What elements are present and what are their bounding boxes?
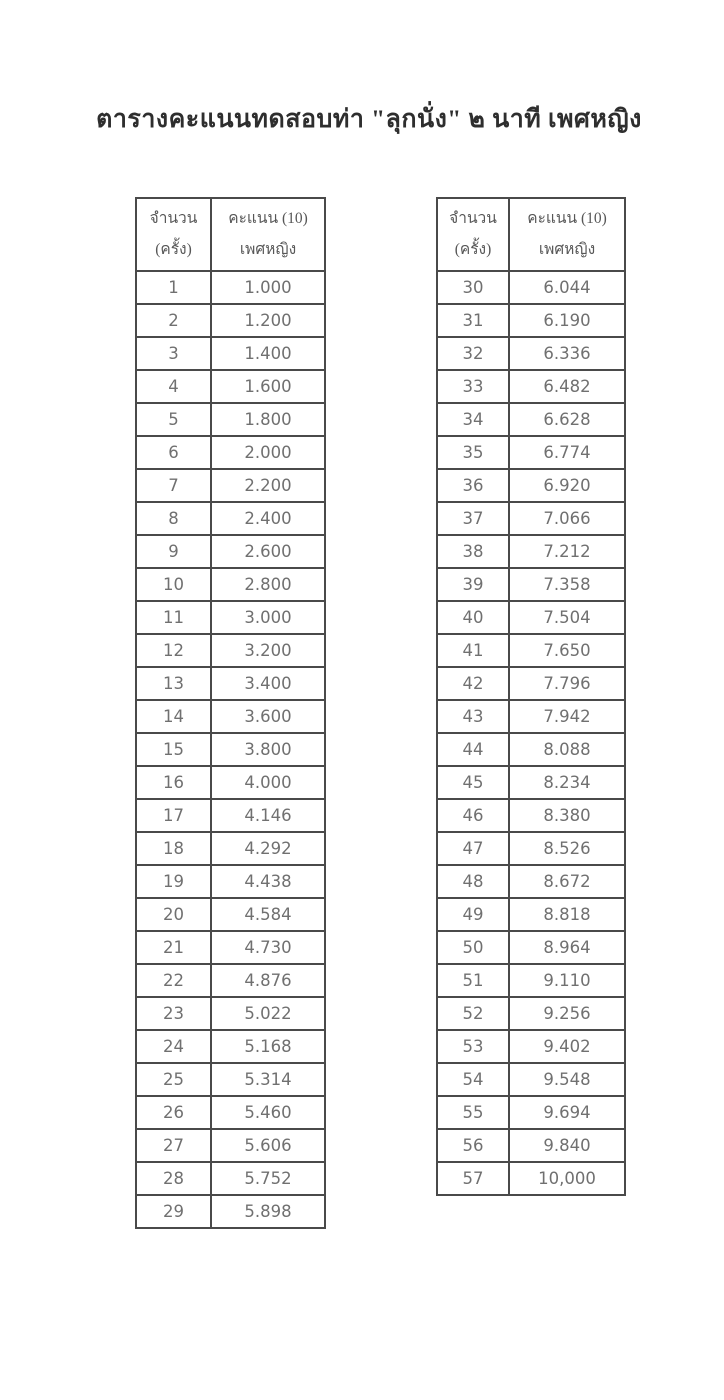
reps-cell: 32 [437, 337, 509, 370]
reps-cell: 13 [136, 667, 211, 700]
reps-header-line2: (ครั้ง) [454, 240, 492, 258]
reps-cell: 24 [136, 1030, 211, 1063]
reps-cell: 38 [437, 535, 509, 568]
reps-cell: 41 [437, 634, 509, 667]
reps-cell: 21 [136, 931, 211, 964]
table-row [437, 535, 625, 568]
reps-cell: 46 [437, 799, 509, 832]
score-header-line2: เพศหญิง [239, 240, 297, 258]
reps-cell: 12 [136, 634, 211, 667]
score-cell: 8.088 [509, 733, 625, 766]
table-row [437, 1129, 625, 1162]
table-row [136, 1030, 325, 1063]
table-row [136, 1162, 325, 1195]
table-row [136, 964, 325, 997]
score-cell: 2.000 [211, 436, 325, 469]
score-cell: 8.526 [509, 832, 625, 865]
table-row [136, 1096, 325, 1129]
score-cell: 9.548 [509, 1063, 625, 1096]
reps-cell: 42 [437, 667, 509, 700]
reps-cell: 3 [136, 337, 211, 370]
table-row [437, 865, 625, 898]
reps-cell: 9 [136, 535, 211, 568]
reps-cell: 29 [136, 1195, 211, 1228]
score-table-left-body [136, 271, 325, 1228]
table-row [437, 799, 625, 832]
table-row [136, 634, 325, 667]
reps-cell: 40 [437, 601, 509, 634]
table-row [136, 304, 325, 337]
score-header-line2: เพศหญิง [538, 240, 596, 258]
score-cell: 4.000 [211, 766, 325, 799]
score-cell: 7.650 [509, 634, 625, 667]
score-cell: 8.672 [509, 865, 625, 898]
reps-cell: 16 [136, 766, 211, 799]
score-cell: 6.482 [509, 370, 625, 403]
score-cell: 5.168 [211, 1030, 325, 1063]
score-cell: 7.504 [509, 601, 625, 634]
table-row [136, 865, 325, 898]
table-row [136, 337, 325, 370]
reps-cell: 45 [437, 766, 509, 799]
reps-cell: 37 [437, 502, 509, 535]
table-row [136, 898, 325, 931]
table-row [136, 403, 325, 436]
reps-cell: 31 [437, 304, 509, 337]
score-cell: 5.606 [211, 1129, 325, 1162]
score-cell: 5.022 [211, 997, 325, 1030]
table-row [136, 733, 325, 766]
table-row [136, 469, 325, 502]
reps-header-line1: จำนวน [449, 210, 497, 228]
table-row [437, 964, 625, 997]
table-row [437, 304, 625, 337]
score-cell: 6.774 [509, 436, 625, 469]
reps-cell: 52 [437, 997, 509, 1030]
score-cell: 5.460 [211, 1096, 325, 1129]
score-cell: 7.066 [509, 502, 625, 535]
table-row [437, 568, 625, 601]
score-cell: 4.730 [211, 931, 325, 964]
score-cell: 1.000 [211, 271, 325, 304]
score-cell: 5.898 [211, 1195, 325, 1228]
score-cell: 7.796 [509, 667, 625, 700]
table-row [136, 568, 325, 601]
score-cell: 8.818 [509, 898, 625, 931]
reps-cell: 20 [136, 898, 211, 931]
table-row [437, 502, 625, 535]
score-cell: 8.380 [509, 799, 625, 832]
score-cell: 4.876 [211, 964, 325, 997]
score-cell: 2.400 [211, 502, 325, 535]
reps-cell: 15 [136, 733, 211, 766]
header-row [136, 198, 325, 271]
reps-cell: 25 [136, 1063, 211, 1096]
score-cell: 4.146 [211, 799, 325, 832]
score-cell: 6.044 [509, 271, 625, 304]
reps-cell: 28 [136, 1162, 211, 1195]
table-row [437, 601, 625, 634]
score-cell: 1.600 [211, 370, 325, 403]
reps-cell: 51 [437, 964, 509, 997]
table-row [437, 1096, 625, 1129]
score-cell: 7.942 [509, 700, 625, 733]
table-row [136, 766, 325, 799]
table-row [437, 469, 625, 502]
score-cell: 3.800 [211, 733, 325, 766]
table-row [136, 535, 325, 568]
reps-cell: 5 [136, 403, 211, 436]
table-row [437, 766, 625, 799]
table-row [136, 997, 325, 1030]
reps-cell: 4 [136, 370, 211, 403]
score-cell: 4.438 [211, 865, 325, 898]
table-row [437, 370, 625, 403]
table-row [437, 436, 625, 469]
score-cell: 6.628 [509, 403, 625, 436]
table-row [437, 271, 625, 304]
reps-cell: 10 [136, 568, 211, 601]
reps-cell: 35 [437, 436, 509, 469]
table-row [437, 403, 625, 436]
score-column-header [509, 198, 625, 271]
table-row [437, 1162, 625, 1195]
score-header-line1: คะแนน (10) [527, 210, 607, 228]
score-cell: 8.964 [509, 931, 625, 964]
reps-cell: 50 [437, 931, 509, 964]
reps-cell: 23 [136, 997, 211, 1030]
reps-cell: 8 [136, 502, 211, 535]
reps-cell: 44 [437, 733, 509, 766]
score-column-header [211, 198, 325, 271]
reps-cell: 1 [136, 271, 211, 304]
reps-cell: 6 [136, 436, 211, 469]
reps-cell: 30 [437, 271, 509, 304]
score-cell: 2.600 [211, 535, 325, 568]
score-cell: 4.584 [211, 898, 325, 931]
reps-cell: 19 [136, 865, 211, 898]
reps-cell: 17 [136, 799, 211, 832]
table-row [136, 832, 325, 865]
reps-cell: 49 [437, 898, 509, 931]
reps-header-line1: จำนวน [149, 210, 198, 228]
table-row [136, 799, 325, 832]
reps-cell: 26 [136, 1096, 211, 1129]
reps-column-header [136, 198, 211, 271]
score-cell: 1.200 [211, 304, 325, 337]
score-cell: 9.402 [509, 1030, 625, 1063]
table-row [437, 931, 625, 964]
table-row [136, 436, 325, 469]
reps-cell: 36 [437, 469, 509, 502]
reps-cell: 55 [437, 1096, 509, 1129]
table-row [136, 601, 325, 634]
score-cell: 4.292 [211, 832, 325, 865]
table-row [136, 931, 325, 964]
score-cell: 6.336 [509, 337, 625, 370]
score-table-right-body [437, 271, 625, 1195]
table-row [136, 1129, 325, 1162]
table-row [437, 337, 625, 370]
reps-cell: 53 [437, 1030, 509, 1063]
reps-cell: 34 [437, 403, 509, 436]
table-row [437, 667, 625, 700]
reps-cell: 54 [437, 1063, 509, 1096]
score-cell: 7.212 [509, 535, 625, 568]
page-title: ตารางคะแนนทดสอบท่า "ลุกนั่ง" ๒ นาที เพศหญิง [96, 106, 642, 133]
reps-cell: 11 [136, 601, 211, 634]
score-table-left [135, 197, 326, 1229]
table-row [437, 997, 625, 1030]
score-table-right [436, 197, 626, 1196]
score-cell: 2.200 [211, 469, 325, 502]
reps-header-line2: (ครั้ง) [155, 240, 192, 258]
table-row [136, 667, 325, 700]
table-row [136, 1195, 325, 1228]
table-row [437, 898, 625, 931]
score-cell: 3.000 [211, 601, 325, 634]
score-cell: 3.600 [211, 700, 325, 733]
score-cell: 1.400 [211, 337, 325, 370]
score-cell: 5.314 [211, 1063, 325, 1096]
reps-cell: 7 [136, 469, 211, 502]
table-row [437, 700, 625, 733]
reps-cell: 56 [437, 1129, 509, 1162]
score-cell: 9.110 [509, 964, 625, 997]
score-cell: 3.200 [211, 634, 325, 667]
score-cell: 2.800 [211, 568, 325, 601]
reps-cell: 2 [136, 304, 211, 337]
reps-cell: 27 [136, 1129, 211, 1162]
score-header-line1: คะแนน (10) [228, 210, 308, 228]
score-cell: 6.920 [509, 469, 625, 502]
reps-cell: 48 [437, 865, 509, 898]
table-row [136, 502, 325, 535]
reps-cell: 57 [437, 1162, 509, 1195]
table-row [437, 1030, 625, 1063]
reps-cell: 33 [437, 370, 509, 403]
header-row [437, 198, 625, 271]
table-row [136, 370, 325, 403]
reps-cell: 18 [136, 832, 211, 865]
score-cell: 9.256 [509, 997, 625, 1030]
reps-column-header [437, 198, 509, 271]
score-cell: 9.694 [509, 1096, 625, 1129]
table-row [136, 1063, 325, 1096]
table-row [136, 700, 325, 733]
reps-cell: 22 [136, 964, 211, 997]
table-row [136, 271, 325, 304]
reps-cell: 39 [437, 568, 509, 601]
reps-cell: 14 [136, 700, 211, 733]
score-cell: 6.190 [509, 304, 625, 337]
reps-cell: 43 [437, 700, 509, 733]
table-row [437, 733, 625, 766]
score-cell: 9.840 [509, 1129, 625, 1162]
score-cell: 3.400 [211, 667, 325, 700]
score-cell: 7.358 [509, 568, 625, 601]
score-cell: 10,000 [509, 1162, 625, 1195]
reps-cell: 47 [437, 832, 509, 865]
table-row [437, 634, 625, 667]
table-row [437, 1063, 625, 1096]
score-cell: 5.752 [211, 1162, 325, 1195]
score-cell: 1.800 [211, 403, 325, 436]
table-row [437, 832, 625, 865]
score-cell: 8.234 [509, 766, 625, 799]
